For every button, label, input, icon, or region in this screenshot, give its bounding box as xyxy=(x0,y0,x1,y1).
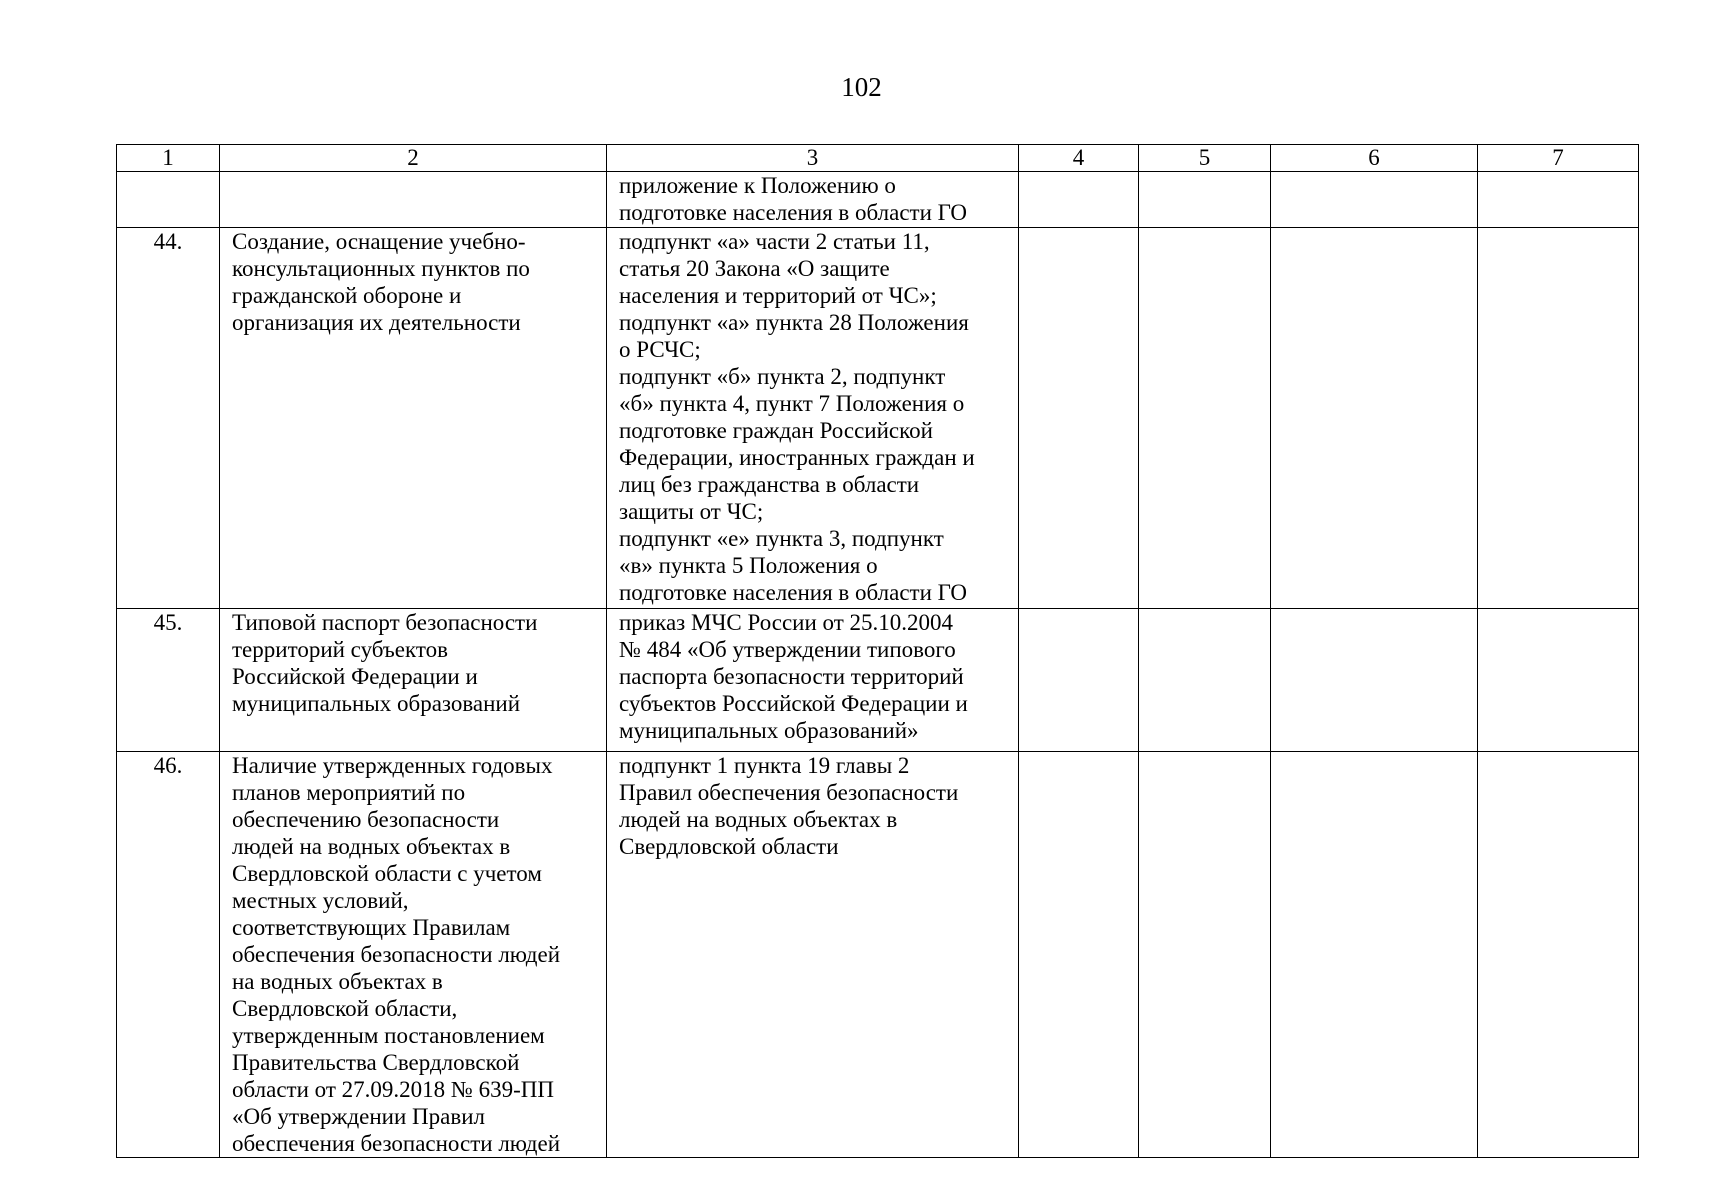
legal-basis: подпункт 1 пункта 19 главы 2 Правил обеспечения безопасности людей на водных объектах в Свердловской области xyxy=(607,752,1019,1158)
cell-col-5 xyxy=(1139,228,1271,609)
column-header-2: 2 xyxy=(220,145,607,172)
table-row xyxy=(117,228,1639,609)
cell-col-7 xyxy=(1478,609,1639,752)
cell-col-6 xyxy=(1271,172,1478,228)
cell-col-6 xyxy=(1271,609,1478,752)
requirement-title xyxy=(220,172,607,228)
legal-basis: приложение к Положению о подготовке населения в области ГО xyxy=(607,172,1019,228)
row-number: 44. xyxy=(117,228,220,609)
cell-col-7 xyxy=(1478,228,1639,609)
row-number: 46. xyxy=(117,752,220,1158)
column-header-3: 3 xyxy=(607,145,1019,172)
table-row xyxy=(117,609,1639,752)
requirement-title: Типовой паспорт безопасности территорий субъектов Российской Федерации и муниципальных образований xyxy=(220,609,607,752)
page-number: 102 xyxy=(841,72,882,102)
cell-col-7 xyxy=(1478,752,1639,1158)
column-header-5: 5 xyxy=(1139,145,1271,172)
row-number: 45. xyxy=(117,609,220,752)
cell-col-5 xyxy=(1139,752,1271,1158)
requirement-title: Создание, оснащение учебно- консультационных пунктов по гражданской обороне и организация их деятельности xyxy=(220,228,607,609)
cell-col-4 xyxy=(1019,172,1139,228)
requirement-title: Наличие утвержденных годовых планов мероприятий по обеспечению безопасности людей на водных объектах в Свердловской области с учетом местных условий, соответствующих Правилам обеспечения безопасности людей на водных объектах в Свердловской области, утвержденным постановлением Правительства Свердловской области от 27.09.2018 № 639-ПП «Об утверждении Правил обеспечения безопасности людей xyxy=(220,752,607,1158)
legal-basis: подпункт «а» части 2 статьи 11, статья 20 Закона «О защите населения и территорий от ЧС»; подпункт «а» пункта 28 Положения о РСЧС; подпункт «б» пункта 2, подпункт «б» пункта 4, пункт 7 Положения о подготовке граждан Российской Федерации, иностранных граждан и лиц без гражданства в области защиты от ЧС; подпункт «е» пункта 3, подпункт «в» пункта 5 Положения о подготовке населения в области ГО xyxy=(607,228,1019,609)
cell-col-6 xyxy=(1271,752,1478,1158)
table-row xyxy=(117,172,1639,228)
cell-col-5 xyxy=(1139,172,1271,228)
cell-col-4 xyxy=(1019,609,1139,752)
column-header-6: 6 xyxy=(1271,145,1478,172)
column-header-1: 1 xyxy=(117,145,220,172)
cell-col-6 xyxy=(1271,228,1478,609)
legal-basis: приказ МЧС России от 25.10.2004 № 484 «Об утверждении типового паспорта безопасности территорий субъектов Российской Федерации и муниципальных образований» xyxy=(607,609,1019,752)
cell-col-7 xyxy=(1478,172,1639,228)
cell-col-4 xyxy=(1019,752,1139,1158)
column-number-row xyxy=(117,145,1639,172)
column-header-7: 7 xyxy=(1478,145,1639,172)
table-row xyxy=(117,752,1639,1158)
cell-col-5 xyxy=(1139,609,1271,752)
requirements-table xyxy=(116,144,1639,1158)
column-header-4: 4 xyxy=(1019,145,1139,172)
cell-col-4 xyxy=(1019,228,1139,609)
row-number xyxy=(117,172,220,228)
